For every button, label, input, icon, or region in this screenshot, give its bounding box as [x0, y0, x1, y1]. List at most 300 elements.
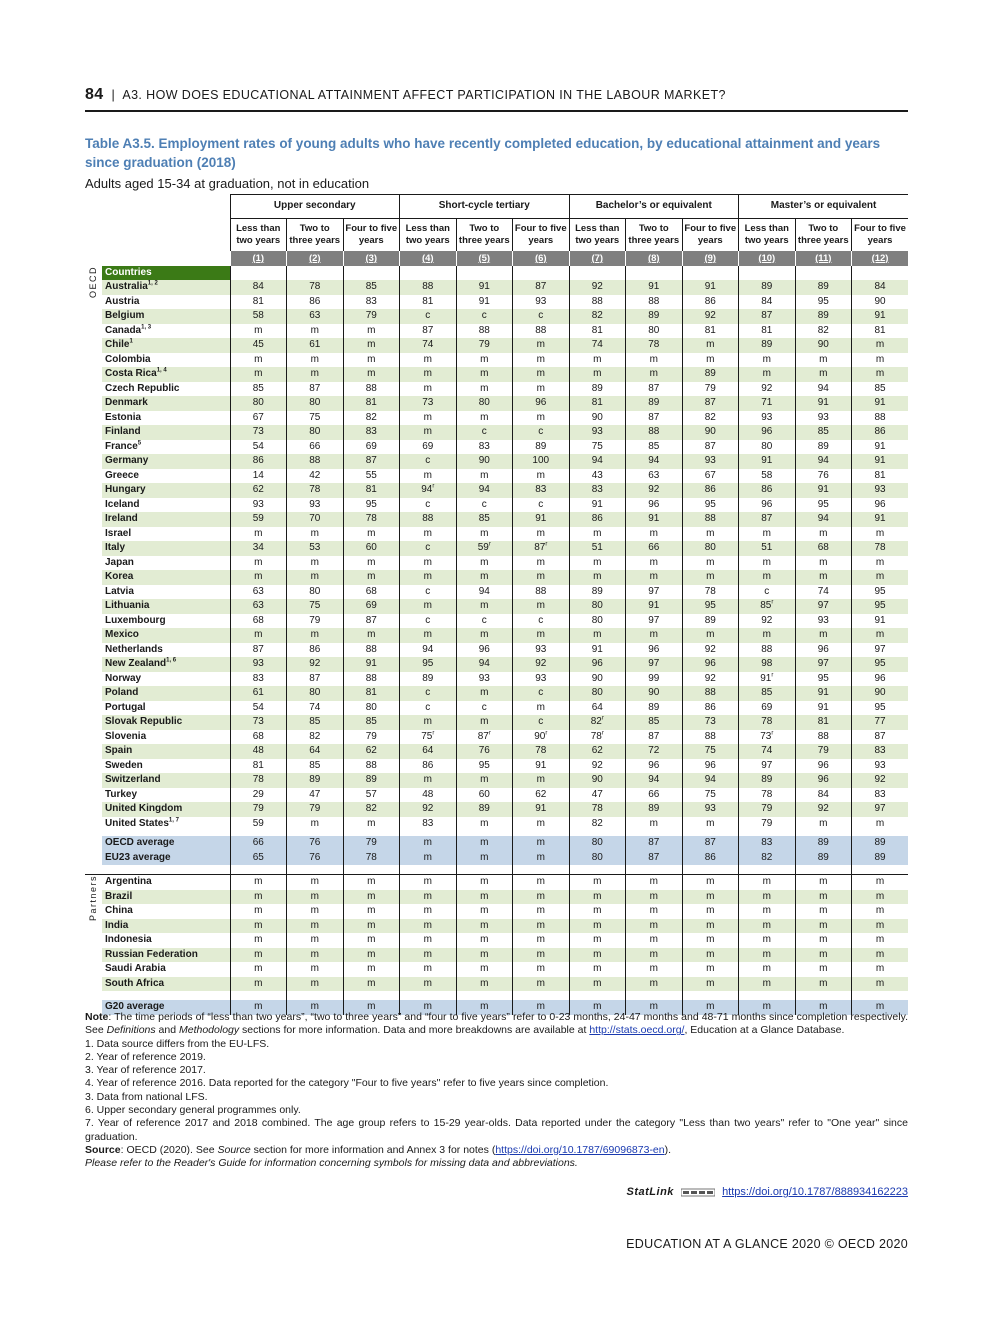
value-cell: m	[513, 977, 570, 992]
value-cell: m	[456, 933, 513, 948]
value-cell: m	[852, 527, 909, 542]
value-cell: 78	[569, 802, 626, 817]
value-cell: m	[287, 977, 344, 992]
value-cell: 83	[343, 425, 400, 440]
value-cell: 91	[456, 295, 513, 310]
value-cell: m	[230, 570, 287, 585]
value-cell: 87	[682, 836, 739, 851]
table-row	[85, 802, 908, 817]
value-cell: 79	[343, 730, 400, 745]
value-cell: m	[852, 556, 909, 571]
value-cell: 47	[569, 788, 626, 803]
value-cell: 88	[682, 512, 739, 527]
footnote: 6. Upper secondary general programmes only.	[85, 1104, 301, 1117]
value-cell: m	[626, 904, 683, 919]
value-cell: 95	[795, 672, 852, 687]
value-cell: 79	[343, 309, 400, 324]
table-container	[85, 194, 908, 1015]
value-cell: m	[343, 890, 400, 905]
value-cell: 79	[739, 802, 796, 817]
value-cell: c	[456, 701, 513, 716]
value-cell: m	[795, 1000, 852, 1015]
reliability-flag: r	[771, 730, 774, 737]
value-cell: 34	[230, 541, 287, 556]
subcolumn-header: Less than two years	[569, 219, 626, 252]
value-cell: 62	[343, 744, 400, 759]
value-cell: 86	[287, 295, 344, 310]
value-cell: 73	[230, 425, 287, 440]
value-cell: c	[513, 686, 570, 701]
value-cell: 94	[456, 483, 513, 498]
value-cell: 78$^r$	[569, 730, 626, 745]
value-cell: 86	[682, 851, 739, 866]
value-cell: m	[230, 324, 287, 339]
table-row	[85, 585, 908, 600]
table-row	[85, 527, 908, 542]
table-row	[85, 541, 908, 556]
value-cell: 81	[852, 469, 909, 484]
value-cell: 96	[626, 759, 683, 774]
value-cell: 86	[682, 295, 739, 310]
value-cell: 89	[795, 440, 852, 455]
country-name: Japan	[105, 556, 134, 568]
country-name: India	[102, 919, 230, 934]
value-cell: 89	[343, 773, 400, 788]
value-cell: m	[343, 817, 400, 832]
reliability-flag: r	[488, 541, 491, 548]
value-cell: 96	[852, 498, 909, 513]
table-row	[85, 672, 908, 687]
value-cell: m	[400, 851, 457, 866]
value-cell: 88	[287, 454, 344, 469]
value-cell: 75	[569, 440, 626, 455]
value-cell: 77	[852, 715, 909, 730]
value-cell: m	[456, 715, 513, 730]
value-cell: 87	[626, 851, 683, 866]
value-cell: m	[456, 367, 513, 382]
value-cell: 89	[682, 367, 739, 382]
value-cell: m	[230, 904, 287, 919]
value-cell: m	[400, 382, 457, 397]
page-number: 84	[85, 86, 104, 103]
value-cell: m	[682, 948, 739, 963]
value-cell: m	[739, 948, 796, 963]
country-name: Canada$^{1, 3}$	[105, 324, 152, 336]
value-cell: 89	[400, 672, 457, 687]
value-cell: 87	[343, 614, 400, 629]
value-cell: m	[795, 367, 852, 382]
value-cell: m	[287, 367, 344, 382]
value-cell: 82	[569, 309, 626, 324]
value-cell: m	[287, 875, 344, 890]
value-cell: 91	[513, 759, 570, 774]
value-cell: 82	[795, 324, 852, 339]
value-cell: 95	[343, 498, 400, 513]
value-cell: m	[343, 919, 400, 934]
value-cell: 59	[230, 817, 287, 832]
value-cell: 51	[569, 541, 626, 556]
table-row	[85, 773, 908, 788]
value-cell: 71	[739, 396, 796, 411]
country-name: Netherlands	[105, 643, 163, 655]
value-cell: 87	[513, 280, 570, 295]
value-cell: 91	[852, 614, 909, 629]
value-cell: m	[343, 977, 400, 992]
value-cell: 89	[513, 440, 570, 455]
value-cell: 78	[287, 483, 344, 498]
country-name: Australia$^{1, 2}$	[102, 280, 230, 295]
employment-rates-table	[85, 194, 908, 1015]
value-cell: 83	[852, 788, 909, 803]
value-cell: m	[287, 1000, 344, 1015]
value-cell: 68	[230, 614, 287, 629]
country-name: G20 average	[102, 1000, 230, 1015]
value-cell: 80	[682, 541, 739, 556]
value-cell: 91	[852, 396, 909, 411]
value-cell: m	[795, 919, 852, 934]
value-cell: m	[287, 353, 344, 368]
value-cell: 76	[287, 851, 344, 866]
value-cell: 82	[343, 411, 400, 426]
value-cell: 81	[343, 396, 400, 411]
value-cell: 78	[230, 773, 287, 788]
value-cell: 88	[400, 512, 457, 527]
value-cell: 69	[343, 440, 400, 455]
value-cell: 97	[626, 614, 683, 629]
country-name: South Africa	[102, 977, 230, 992]
value-cell: 96	[513, 396, 570, 411]
table-row	[85, 425, 908, 440]
source-link[interactable]: https://doi.org/10.1787/69096873-en	[495, 1143, 665, 1156]
value-cell: 93	[682, 802, 739, 817]
value-cell: 58	[739, 469, 796, 484]
country-name: Lithuania	[102, 599, 230, 614]
value-cell: 89	[795, 836, 852, 851]
value-cell: m	[287, 919, 344, 934]
value-cell: m	[230, 556, 287, 571]
value-cell: m	[456, 875, 513, 890]
value-cell: 92	[682, 309, 739, 324]
value-cell: m	[456, 962, 513, 977]
value-cell: m	[343, 353, 400, 368]
table-row	[85, 890, 908, 905]
value-cell: m	[513, 353, 570, 368]
footnote: 3. Year of reference 2017.	[85, 1064, 206, 1077]
table-row	[85, 382, 908, 397]
value-cell: 65	[230, 851, 287, 866]
value-cell: 87	[287, 672, 344, 687]
value-cell: m	[739, 962, 796, 977]
value-cell: 87$^r$	[513, 541, 570, 556]
value-cell: 82	[343, 802, 400, 817]
footnote-ref: 1, 4	[156, 367, 167, 374]
table-row	[85, 933, 908, 948]
value-cell: m	[513, 933, 570, 948]
value-cell: m	[343, 948, 400, 963]
value-cell: 96	[456, 643, 513, 658]
value-cell: 89	[739, 338, 796, 353]
value-cell: 91	[513, 512, 570, 527]
table-row	[85, 904, 908, 919]
value-cell: 90	[456, 454, 513, 469]
value-cell: 60	[456, 788, 513, 803]
value-cell: m	[795, 875, 852, 890]
table-row	[85, 759, 908, 774]
country-name: Mexico	[102, 628, 230, 643]
value-cell: m	[626, 817, 683, 832]
table-row	[85, 295, 908, 310]
value-cell: 91	[513, 802, 570, 817]
value-cell: 90	[569, 773, 626, 788]
value-cell: 86	[400, 759, 457, 774]
value-cell: m	[795, 904, 852, 919]
value-cell: m	[739, 353, 796, 368]
table-row	[85, 686, 908, 701]
statlink	[627, 1186, 908, 1198]
value-cell: 92	[569, 759, 626, 774]
value-cell: 68	[230, 730, 287, 745]
value-cell: 90	[569, 672, 626, 687]
value-cell: m	[795, 948, 852, 963]
value-cell: 76	[456, 744, 513, 759]
table-row	[85, 614, 908, 629]
note-paragraph: Note: The time periods of “less than two years”, “two to three years” and “four to five years” refer to 0-23 months, 24-47 months and 48-71 months since completion respectively. See Definitions and Methodology sections for more information. Data and more breakdowns are available at http://stats.oecd.org/, Education at a Glance Database.	[85, 1011, 908, 1037]
value-cell: 90	[569, 411, 626, 426]
value-cell: m	[682, 338, 739, 353]
value-cell: 83	[852, 744, 909, 759]
value-cell: 81	[230, 759, 287, 774]
value-cell: 96	[739, 498, 796, 513]
country-name: Argentina	[102, 875, 230, 890]
value-cell: 79	[287, 802, 344, 817]
value-cell: 85	[456, 512, 513, 527]
statlink-label: StatLink	[626, 1186, 674, 1198]
country-name: Turkey	[105, 788, 138, 800]
subcolumn-header: Four to five years	[852, 219, 909, 252]
value-cell: 62	[513, 788, 570, 803]
value-cell: m	[682, 570, 739, 585]
value-cell: 85	[343, 280, 400, 295]
table-row	[85, 498, 908, 513]
value-cell: 80	[569, 614, 626, 629]
value-cell: m	[400, 904, 457, 919]
footnote: 2. Year of reference 2019.	[85, 1050, 206, 1063]
table-row	[85, 836, 908, 851]
column-number: (2)	[287, 251, 344, 266]
value-cell: 63	[287, 309, 344, 324]
value-cell: m	[852, 628, 909, 643]
value-cell: 81	[569, 324, 626, 339]
value-cell: 96	[682, 759, 739, 774]
chapter-title: A3. HOW DOES EDUCATIONAL ATTAINMENT AFFECT PARTICIPATION IN THE LABOUR MARKET?	[122, 88, 726, 102]
value-cell: m	[852, 1000, 909, 1015]
value-cell: 80	[456, 396, 513, 411]
value-cell: 81	[795, 715, 852, 730]
value-cell: 78	[682, 585, 739, 600]
value-cell: 73	[400, 396, 457, 411]
statlink-url[interactable]: https://doi.org/10.1787/888934162223	[722, 1186, 908, 1198]
value-cell: m	[456, 382, 513, 397]
footnote-ref: 1, 2	[147, 280, 158, 287]
table-title: Table A3.5. Employment rates of young adults who have recently completed education, by educational attainment and years since graduation (2018)	[85, 136, 881, 170]
value-cell: 53	[287, 541, 344, 556]
value-cell: 86	[569, 512, 626, 527]
value-cell: 89	[682, 614, 739, 629]
value-cell: 91	[852, 454, 909, 469]
value-cell: 72	[626, 744, 683, 759]
value-cell: m	[569, 556, 626, 571]
value-cell: 93	[739, 411, 796, 426]
table-row	[85, 469, 908, 484]
subcolumn-header: Less than two years	[739, 219, 796, 252]
value-cell: m	[230, 875, 287, 890]
value-cell: m	[569, 628, 626, 643]
value-cell: 93	[513, 295, 570, 310]
value-cell: m	[739, 1000, 796, 1015]
table-row	[85, 309, 908, 324]
value-cell: m	[739, 556, 796, 571]
value-cell: 57	[343, 788, 400, 803]
reliability-flag: r	[771, 599, 774, 606]
value-cell: 93	[795, 411, 852, 426]
value-cell: 91	[852, 309, 909, 324]
value-cell: m	[852, 570, 909, 585]
value-cell: m	[682, 904, 739, 919]
value-cell: 93	[230, 657, 287, 672]
value-cell: 81	[739, 324, 796, 339]
reliability-flag: r	[432, 483, 435, 490]
value-cell: m	[569, 527, 626, 542]
value-cell: 88	[569, 295, 626, 310]
footnote-ref: 5	[137, 440, 142, 447]
value-cell: m	[513, 338, 570, 353]
value-cell: 89	[739, 773, 796, 788]
value-cell: 64	[400, 744, 457, 759]
value-cell: 88	[456, 324, 513, 339]
value-cell: 81	[400, 295, 457, 310]
country-name: Switzerland	[102, 773, 230, 788]
value-cell: 63	[230, 585, 287, 600]
value-cell: 89	[456, 802, 513, 817]
value-cell: m	[739, 933, 796, 948]
value-cell: 81	[569, 396, 626, 411]
country-name: Iceland	[105, 498, 140, 510]
value-cell: 89	[795, 280, 852, 295]
table-row	[85, 483, 908, 498]
value-cell: 68	[343, 585, 400, 600]
value-cell: 85$^r$	[739, 599, 796, 614]
value-cell: m	[626, 556, 683, 571]
value-cell: m	[287, 962, 344, 977]
value-cell: 87	[287, 382, 344, 397]
value-cell: c	[400, 701, 457, 716]
value-cell: m	[456, 851, 513, 866]
value-cell: m	[626, 1000, 683, 1015]
value-cell: 92	[682, 643, 739, 658]
value-cell: 82	[682, 411, 739, 426]
value-cell: m	[682, 933, 739, 948]
value-cell: m	[795, 977, 852, 992]
value-cell: 97	[739, 759, 796, 774]
subcolumn-header: Two to three years	[795, 219, 852, 252]
reliability-flag: r	[432, 730, 435, 737]
value-cell: m	[739, 628, 796, 643]
country-name: Russian Federation	[102, 948, 230, 963]
value-cell: m	[852, 933, 909, 948]
value-cell: 92	[795, 802, 852, 817]
value-cell: 83	[456, 440, 513, 455]
table-row	[85, 367, 908, 382]
value-cell: 88	[852, 411, 909, 426]
value-cell: m	[513, 875, 570, 890]
value-cell: m	[343, 527, 400, 542]
value-cell: m	[739, 875, 796, 890]
value-cell: m	[287, 817, 344, 832]
value-cell: m	[456, 919, 513, 934]
value-cell: 94	[400, 643, 457, 658]
value-cell: 89	[626, 802, 683, 817]
value-cell: m	[456, 817, 513, 832]
value-cell: m	[569, 875, 626, 890]
value-cell: m	[569, 890, 626, 905]
value-cell: 91	[626, 512, 683, 527]
value-cell: m	[852, 977, 909, 992]
value-cell: m	[456, 836, 513, 851]
reliability-flag: r	[488, 730, 491, 737]
value-cell: 92	[287, 657, 344, 672]
country-name: Sweden	[105, 759, 143, 771]
value-cell: 63	[230, 599, 287, 614]
value-cell: m	[230, 948, 287, 963]
value-cell: m	[400, 962, 457, 977]
value-cell: 78	[343, 851, 400, 866]
value-cell: m	[230, 1000, 287, 1015]
value-cell: 98	[739, 657, 796, 672]
value-cell: m	[287, 904, 344, 919]
value-cell: 89	[569, 382, 626, 397]
value-cell: 43	[569, 469, 626, 484]
value-cell: 95	[852, 599, 909, 614]
value-cell: m	[230, 890, 287, 905]
value-cell: 96	[739, 425, 796, 440]
value-cell: 94	[456, 657, 513, 672]
value-cell: 90	[682, 425, 739, 440]
column-number: (7)	[569, 251, 626, 266]
value-cell: m	[795, 556, 852, 571]
value-cell: 69	[343, 599, 400, 614]
value-cell: 75	[287, 411, 344, 426]
stats-link[interactable]: http://stats.oecd.org/	[589, 1024, 685, 1037]
value-cell: m	[456, 353, 513, 368]
value-cell: 76	[795, 469, 852, 484]
value-cell: m	[343, 367, 400, 382]
value-cell: 78	[513, 744, 570, 759]
value-cell: 95	[456, 759, 513, 774]
value-cell: 79	[795, 744, 852, 759]
value-cell: 61	[230, 686, 287, 701]
value-cell: 94	[626, 773, 683, 788]
value-cell: 66	[287, 440, 344, 455]
value-cell: m	[682, 817, 739, 832]
value-cell: 68	[795, 541, 852, 556]
value-cell: m	[513, 556, 570, 571]
value-cell: 91	[682, 280, 739, 295]
value-cell: 87	[682, 396, 739, 411]
country-name: Finland	[102, 425, 230, 440]
value-cell: 80	[287, 585, 344, 600]
value-cell: 88	[343, 643, 400, 658]
table-row	[85, 851, 908, 866]
